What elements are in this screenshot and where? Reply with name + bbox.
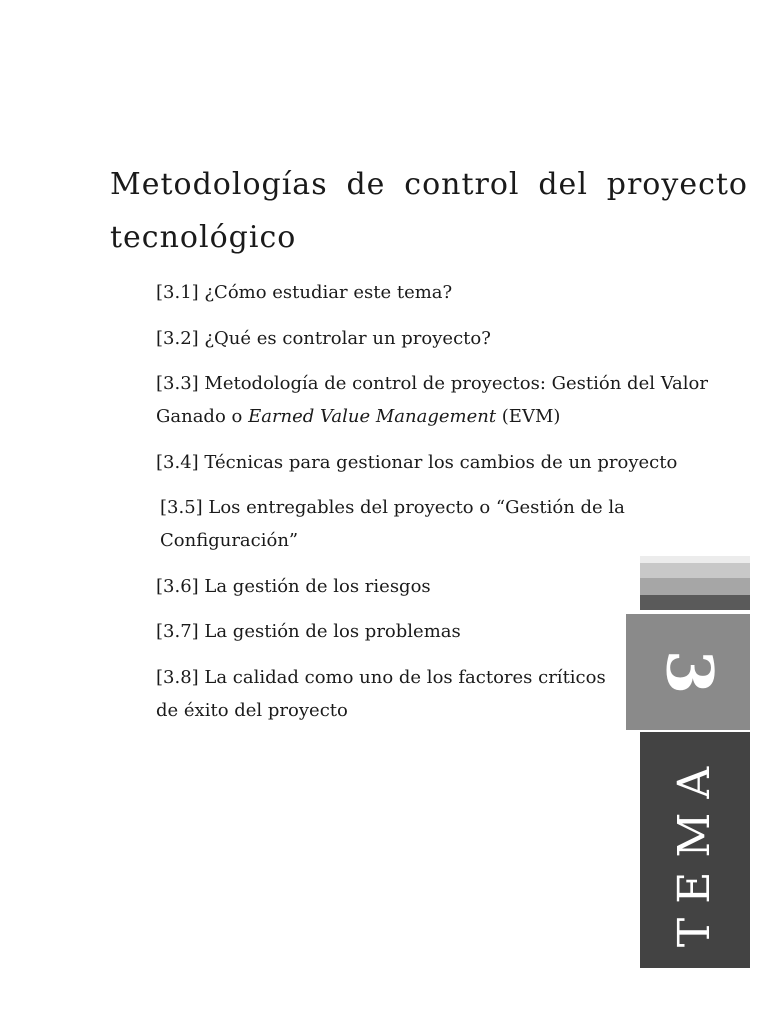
chapter-number: 3 bbox=[651, 649, 726, 695]
toc-item-3-3 bbox=[156, 367, 716, 433]
toc-item-3-3-suffix: (EVM) bbox=[496, 406, 561, 427]
tab-stripe-light bbox=[640, 563, 750, 578]
tab-stripe-lightest bbox=[640, 556, 750, 563]
toc-item-3-3-emphasis: Earned Value Management bbox=[248, 406, 497, 427]
table-of-contents bbox=[156, 276, 708, 739]
chapter-label: TEMA bbox=[669, 752, 720, 948]
chapter-label-box bbox=[640, 732, 750, 968]
toc-item-3-2: [3.2] ¿Qué es controlar un proyecto? bbox=[156, 327, 491, 349]
toc-item-3-5: [3.5] Los entregables del proyecto o “Gestión de la Configuración” bbox=[160, 497, 625, 551]
toc-item-3-8: [3.8] La calidad como uno de los factores críticos de éxito del proyecto bbox=[156, 666, 606, 721]
tab-stripe-dark bbox=[640, 595, 750, 610]
tab-stripe-mid bbox=[640, 578, 750, 595]
toc-item-3-1: [3.1] ¿Cómo estudiar este tema? bbox=[156, 282, 453, 303]
page-title: Metodologías de control del proyecto tecnológico bbox=[110, 167, 748, 255]
chapter-number-box bbox=[626, 614, 750, 730]
toc-item-3-6: [3.6] La gestión de los riesgos bbox=[156, 575, 431, 597]
toc-item-3-3-text: [3.3] Metodología de control de proyectos: Gestión del Valor Ganado o bbox=[156, 373, 708, 427]
toc-item-3-7: [3.7] La gestión de los problemas bbox=[156, 621, 461, 642]
toc-item-3-4: [3.4] Técnicas para gestionar los cambios de un proyecto bbox=[156, 451, 678, 473]
